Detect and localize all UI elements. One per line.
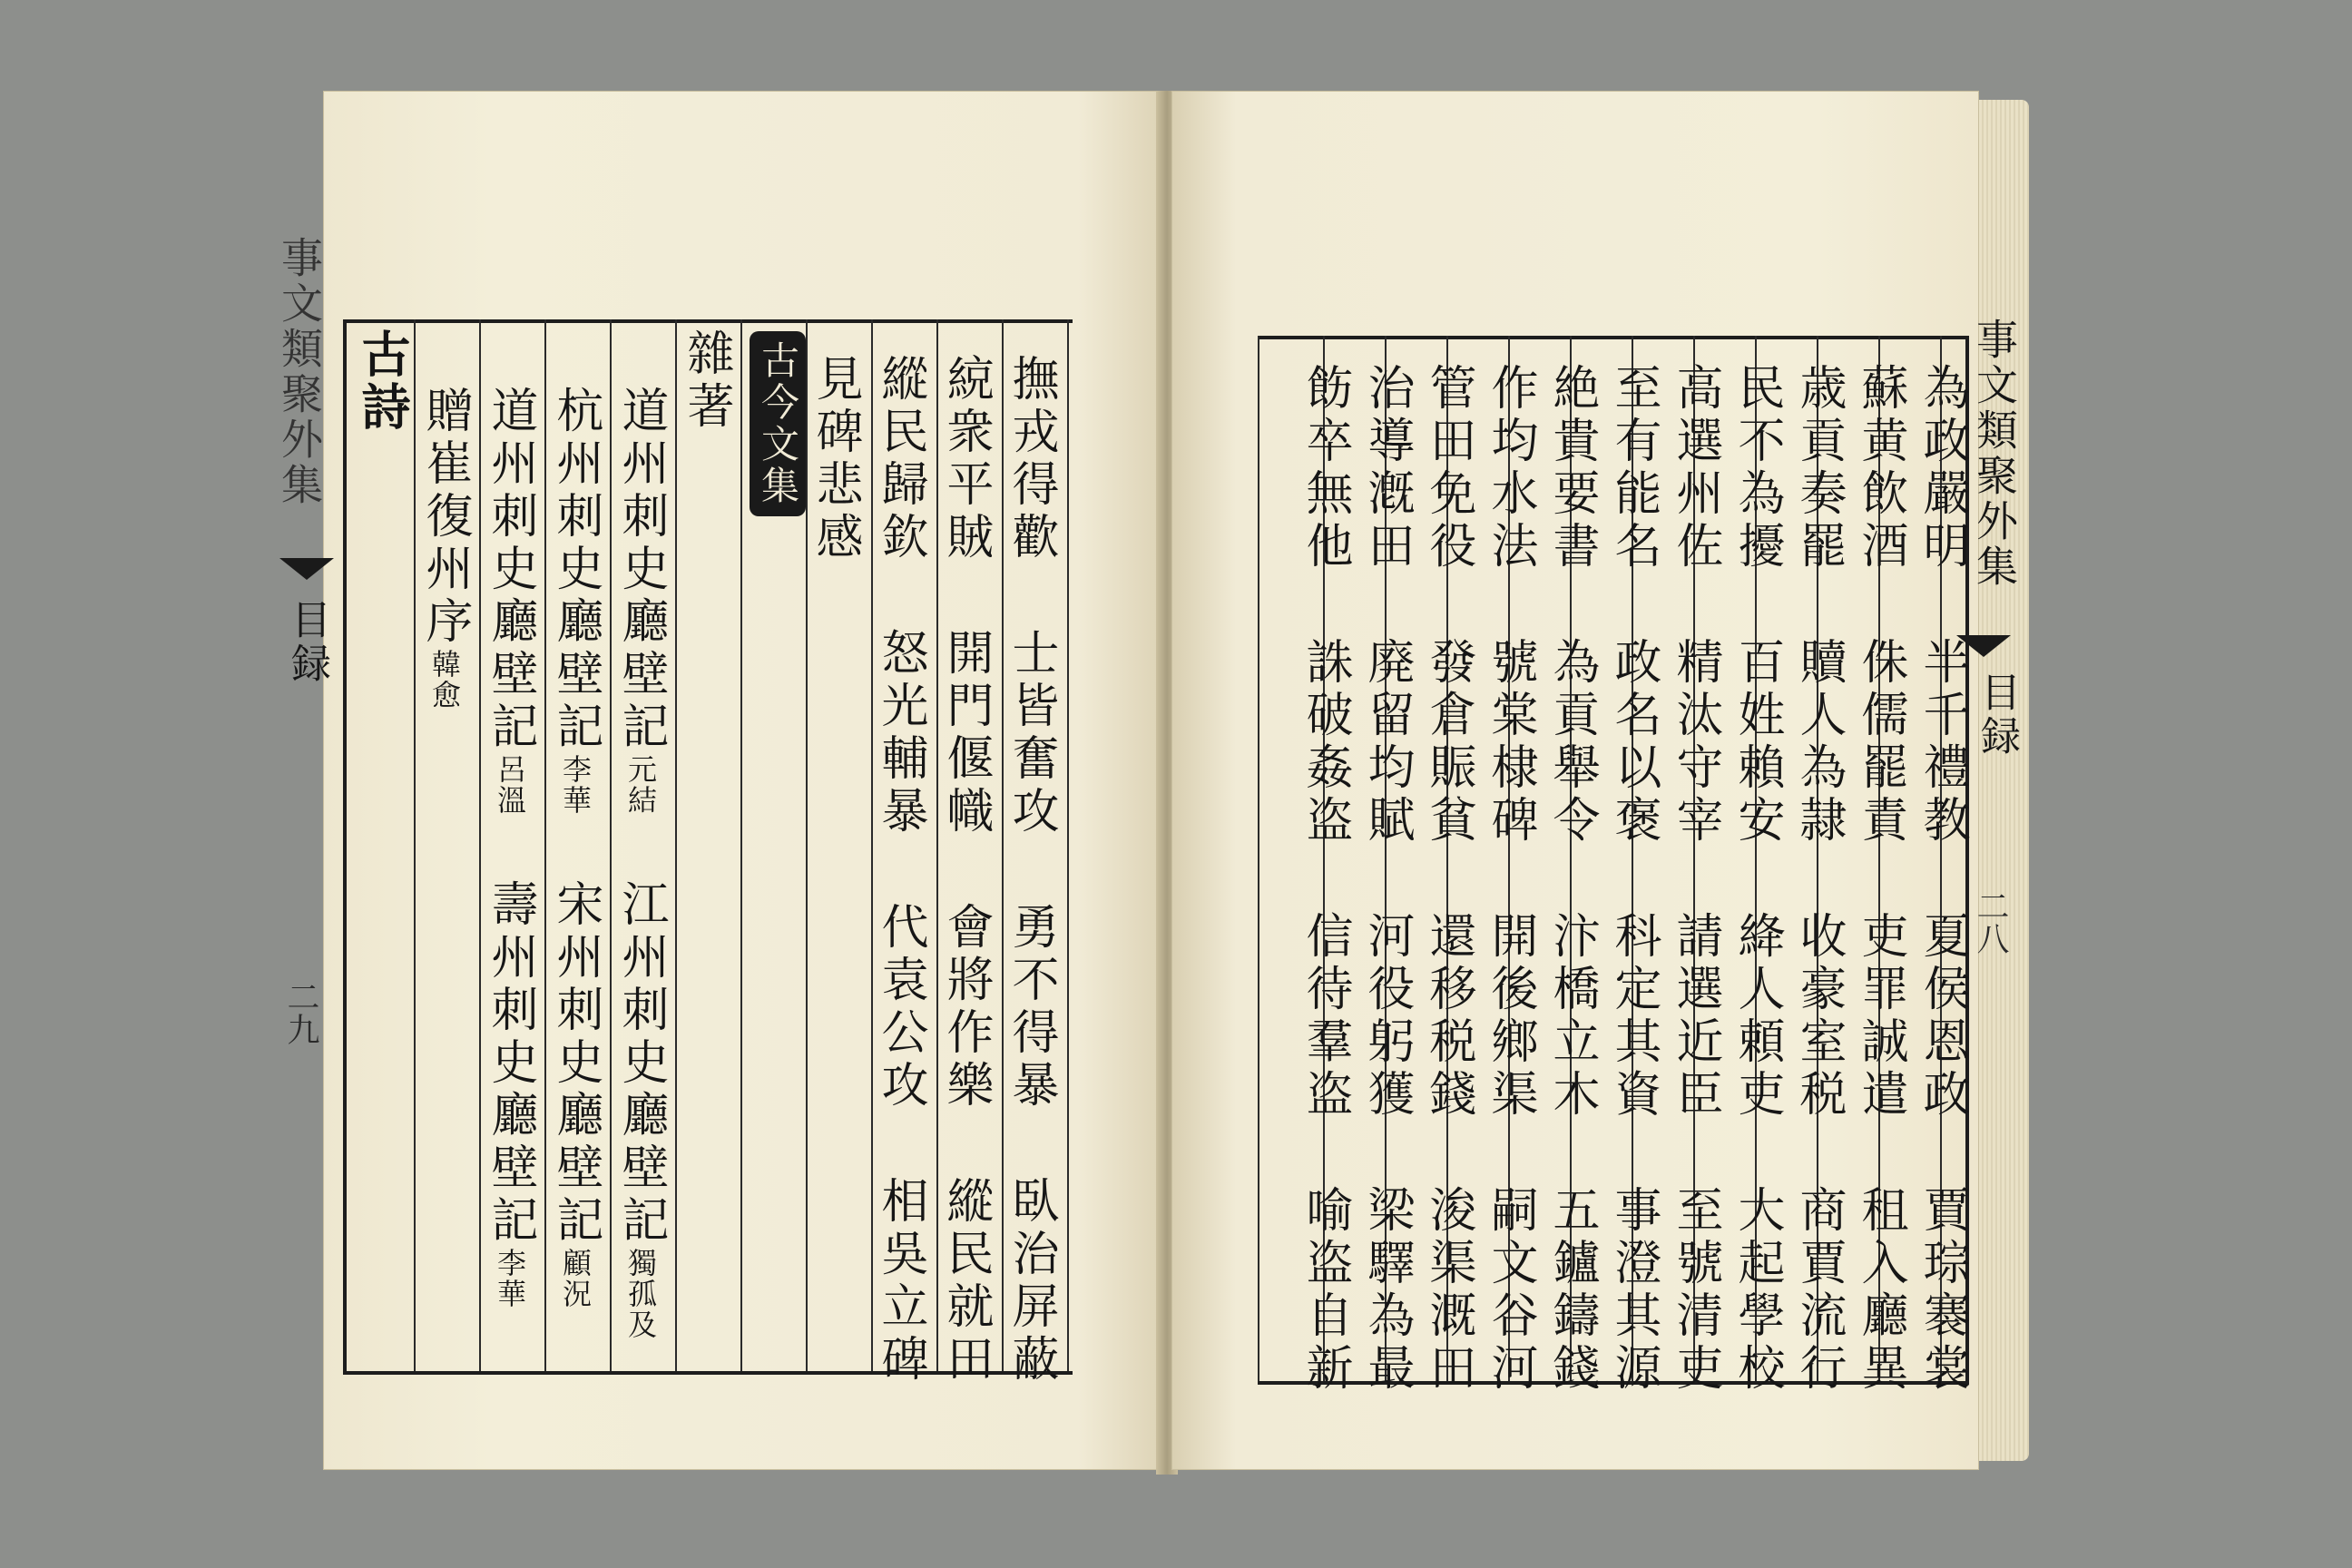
right-col-9: 管田免役發倉賑貧還移税錢浚渠溉田: [1421, 363, 1475, 1396]
right-col-11: 飭卒無他誅破姦盗信待羣盗喻盗自新: [1298, 363, 1352, 1396]
right-col-10: 治導漑田廃留均賦河役躬獲梁驛為最: [1359, 363, 1414, 1396]
fish-tail-mark-left: [279, 558, 334, 580]
page-edges: [1979, 100, 2029, 1461]
left-margin-book-title: 事文類聚外集: [275, 236, 324, 508]
right-col-6: 至有能名政名以褒科定其資事澄其源: [1606, 363, 1661, 1396]
left-folio: 二九: [282, 980, 319, 1045]
right-folio: 二八: [1972, 889, 2009, 955]
left-col-7: 道州刺史廳壁記元結江州刺史廳壁記獨孤及: [613, 386, 668, 1340]
left-col-8: 杭州刺史廳壁記李華宋州刺史廳壁記顧況: [548, 386, 603, 1309]
left-col-2: 綂衆平賊開門偃幟會將作樂縱民就田: [938, 354, 993, 1387]
left-col-10: 贈崔復州序韓愈: [417, 386, 472, 710]
right-col-7: 絶貴要書為貢舉令汴橋立木五鑪鑄錢: [1544, 363, 1599, 1396]
right-col-5: 高選州佐精汰守宰請選近臣至號清吏: [1668, 363, 1722, 1396]
left-margin-section: 目録: [284, 599, 330, 686]
left-col-1: 撫戎得歡士皆奮攻勇不得暴臥治屏蔽: [1004, 354, 1058, 1387]
right-margin-section: 目録: [1974, 671, 2020, 759]
left-col-4: 見碑悲感: [808, 354, 862, 564]
right-col-4: 民不為擾百姓賴安絳人頼吏大起學校: [1730, 363, 1784, 1396]
right-col-1: 為政嚴明半千禮教夏侯恩政賈琮褰裳: [1915, 363, 1969, 1396]
section-label-box: 古今文集: [750, 331, 806, 516]
right-margin-book-title: 事文類聚外集: [1970, 318, 2019, 590]
left-col-3: 縱民歸欽怒光輔暴代袁公攻相吳立碑: [873, 354, 927, 1387]
left-margin-title: 古詩: [354, 328, 412, 434]
right-col-2: 蘇黄飲酒侏儒罷責吏罪誠遣租入廳異: [1853, 363, 1907, 1396]
right-col-3: 歳貢奏罷贖人為隷收豪室税商賈流行: [1791, 363, 1846, 1396]
open-book: [275, 91, 2038, 1479]
left-col-zazhu: 雜著: [679, 328, 733, 434]
right-col-8: 作均水法號棠棣碑開後鄉渠嗣文谷河: [1483, 363, 1537, 1396]
left-col-9: 道州刺史廳壁記呂溫壽州刺史廳壁記李華: [483, 386, 537, 1309]
